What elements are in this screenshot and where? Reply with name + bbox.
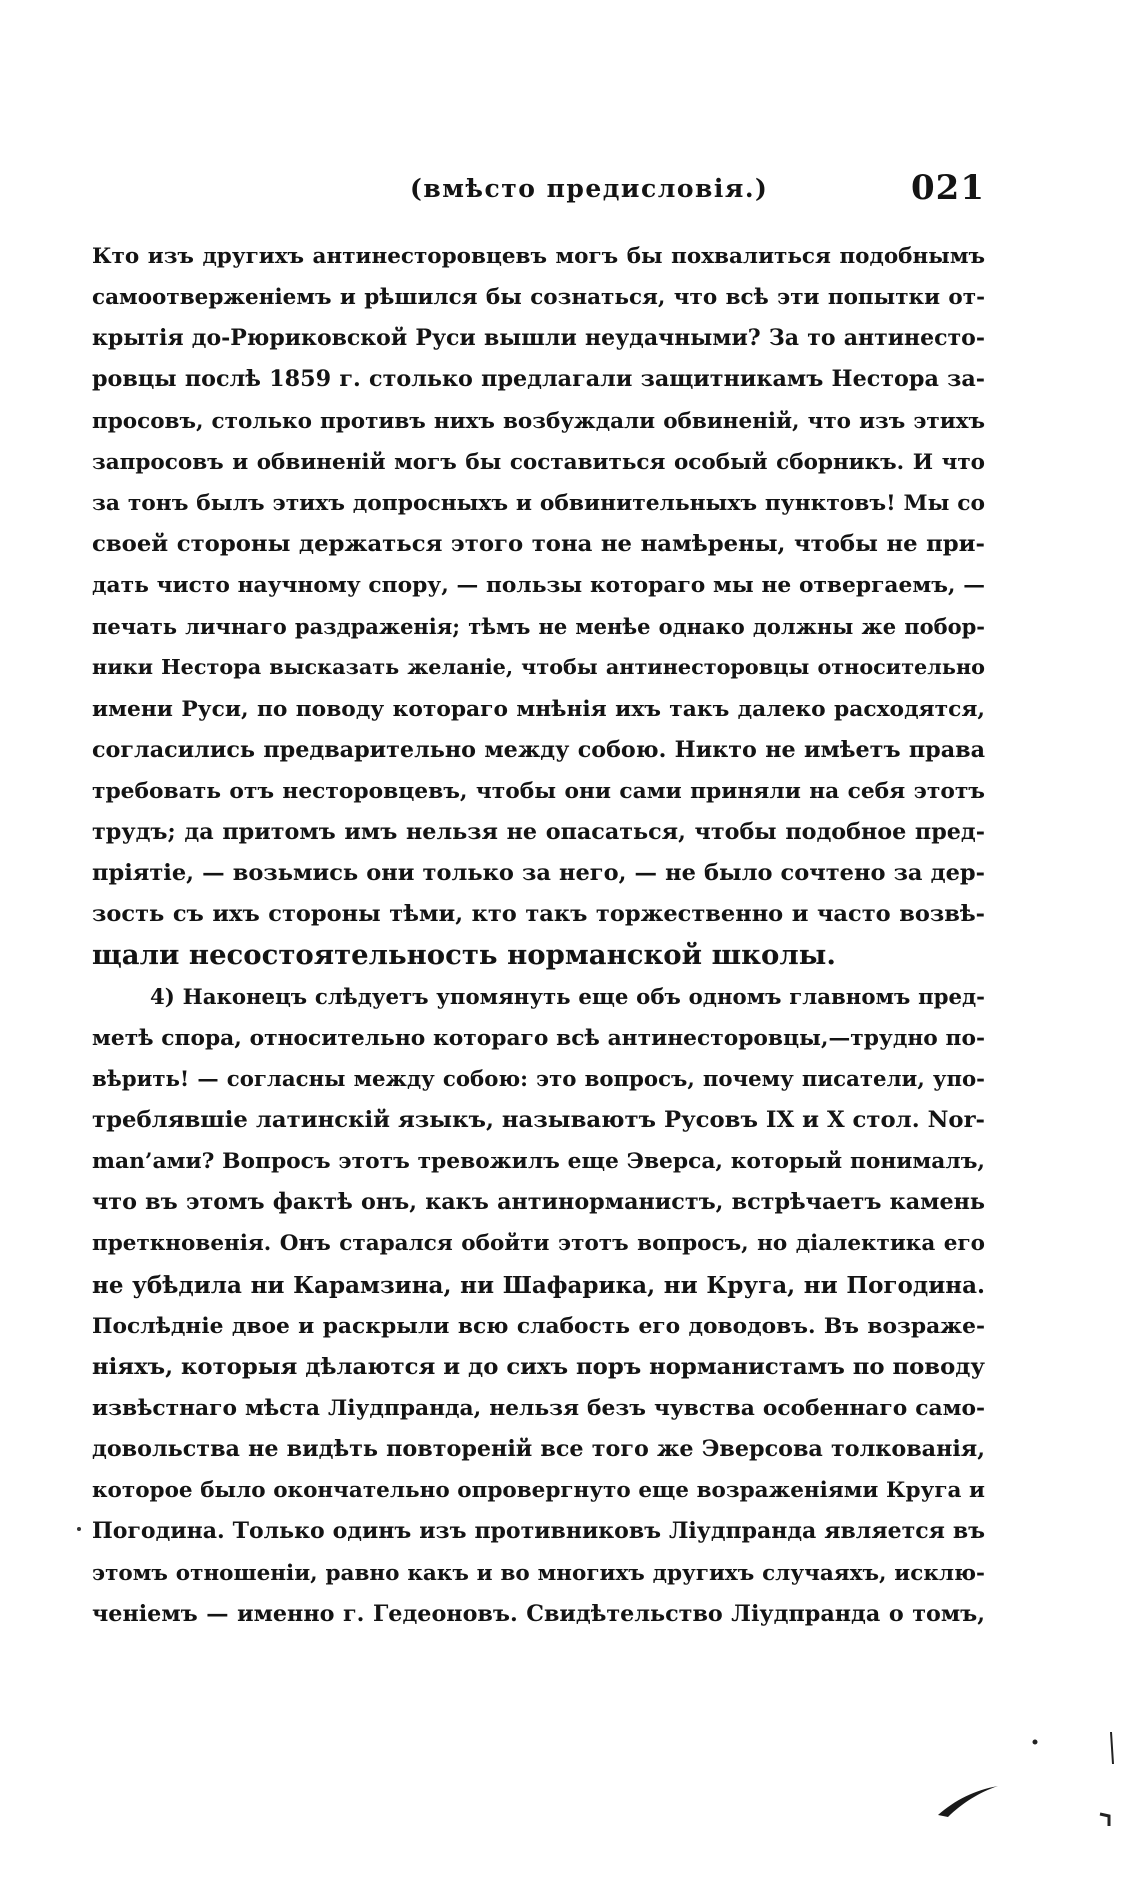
text-line: пріятіе, — возьмись они только за него, — не было сочтено за дер- [92,860,985,887]
text-line: зость съ ихъ стороны тѣми, кто такъ торжественно и часто возвѣ- [92,901,985,928]
text-line: довольства не видѣть повтореній все того же Эверсова толкованія, [92,1436,985,1463]
text-line: ники Нестора высказать желаніе, чтобы антинесторовцы относительно [92,655,985,680]
text-line: печать личнаго раздраженія; тѣмъ не менѣе однако должны же побор- [92,614,985,640]
margin-ink-stroke [938,1786,998,1817]
text-line: извѣстнаго мѣста Ліудпранда, нельзя безъ чувства особеннаго само- [92,1395,985,1421]
text-line: имени Руси, по поводу котораго мнѣнія ихъ такъ далеко расходятся, [92,696,985,722]
ink-speck [1033,1740,1038,1745]
margin-ink-mark [1100,1814,1109,1826]
page-header [90,168,985,218]
paragraph-end-line: щали несостоятельность норманской школы. [92,939,836,972]
text-line: преткновенія. Онъ старался обойти этотъ вопросъ, но діалектика его [92,1231,985,1257]
text-line: крытія до-Рюриковской Руси вышли неудачными? За то антинесто- [92,325,985,352]
text-line: ровцы послѣ 1859 г. столько предлагали защитникамъ Нестора за- [92,366,985,393]
running-title: (вмѣсто предисловія.) [410,174,769,203]
margin-ink-mark [1111,1732,1113,1764]
text-line: трудъ; да притомъ имъ нельзя не опасаться, чтобы подобное пред- [92,818,985,845]
text-line: дать чисто научному спору, — пользы котораго мы не отвергаемъ, — [92,573,985,599]
ink-speck [77,1527,81,1531]
text-line: ченіемъ — именно г. Гедеоновъ. Свидѣтельство Ліудпранда о томъ, [92,1600,985,1627]
text-line: которое было окончательно опровергнуто еще возраженіями Круга и [92,1478,985,1504]
text-line: ніяхъ, которыя дѣлаются и до сихъ поръ норманистамъ по поводу [92,1353,985,1380]
text-line: согласились предварительно между собою. Никто не имѣетъ права [92,736,985,763]
text-line: что въ этомъ фактѣ онъ, какъ антинорманистъ, встрѣчаетъ камень [92,1189,985,1216]
text-line: треблявшіе латинскій языкъ, называютъ Русовъ IX и X стол. Nor- [92,1106,985,1133]
text-line: самоотверженіемъ и рѣшился бы сознаться, что всѣ эти попытки от- [92,285,985,311]
text-line: просовъ, столько противъ нихъ возбуждали обвиненій, что изъ этихъ [92,408,985,434]
text-line: метѣ спора, относительно котораго всѣ антинесторовцы,—трудно по- [92,1025,985,1051]
text-line: Кто изъ другихъ антинесторовцевъ могъ бы похвалиться подобнымъ [92,244,985,269]
text-line: Погодина. Только одинъ изъ противниковъ Ліудпранда является въ [92,1518,985,1545]
text-line: за тонъ былъ этихъ допросныхъ и обвинительныхъ пунктовъ! Мы со [92,490,985,516]
text-line: Послѣдніе двое и раскрыли всю слабость его доводовъ. Въ возраже- [92,1313,985,1339]
text-line: не убѣдила ни Карамзина, ни Шафарика, ни Круга, ни Погодина. [92,1271,985,1299]
page-number: 021 [911,168,985,208]
text-line: запросовъ и обвиненій могъ бы составиться особый сборникъ. И что [92,449,985,475]
text-line: man’ами? Вопросъ этотъ тревожилъ еще Эверса, который понималъ, [92,1149,985,1175]
body-text [92,236,985,1635]
text-line: вѣрить! — согласны между собою: это вопросъ, почему писатели, упо- [92,1066,985,1092]
text-line: требовать отъ несторовцевъ, чтобы они сами приняли на себя этотъ [92,778,985,804]
text-line: своей стороны держаться этого тона не намѣрены, чтобы не при- [92,530,985,557]
paragraph-start-line: 4) Наконецъ слѣдуетъ упомянуть еще объ одномъ главномъ пред- [150,984,985,1010]
text-line: этомъ отношеніи, равно какъ и во многихъ другихъ случаяхъ, исклю- [92,1560,985,1586]
